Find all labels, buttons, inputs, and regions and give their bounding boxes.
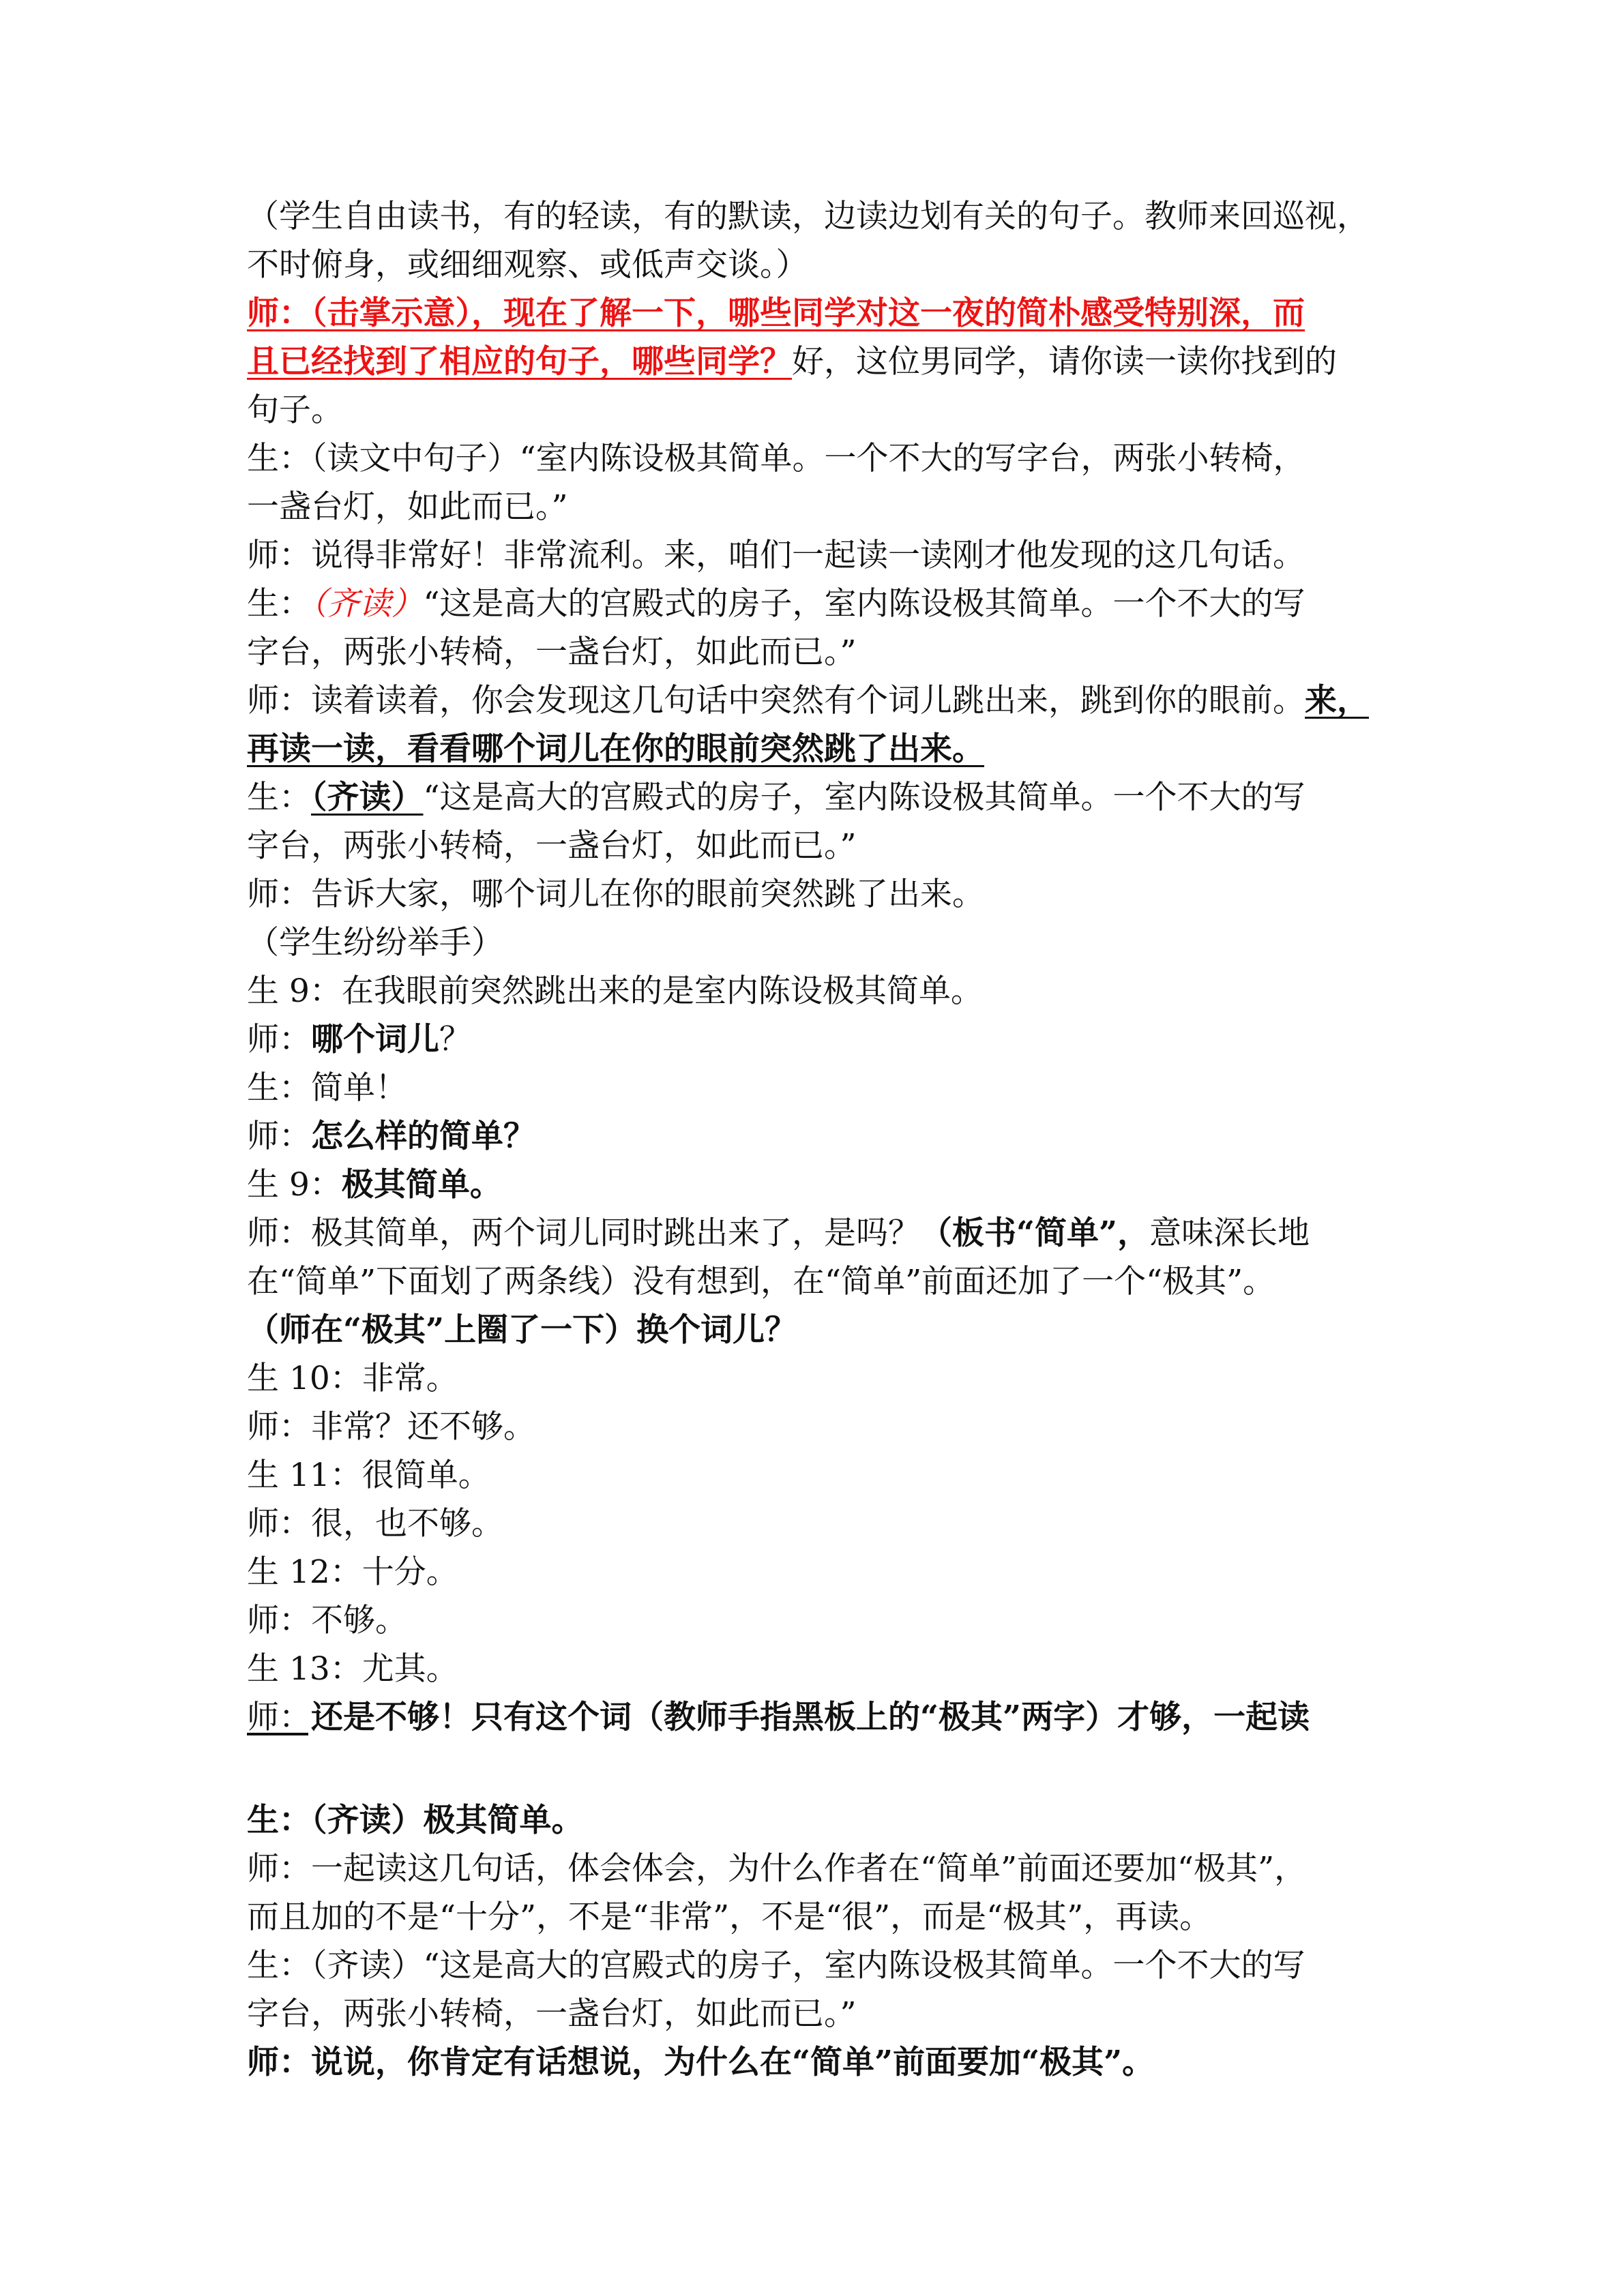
text-segment: 字台，两张小转椅，一盏台灯，如此而已。” [247, 827, 857, 865]
text-segment: 师：告诉大家，哪个词儿在你的眼前突然跳了出来。 [247, 876, 984, 913]
text-line [247, 1403, 1420, 1451]
text-line [247, 192, 1420, 241]
text-segment: （师在“极其”上圈了一下）换个词儿？ [247, 1311, 797, 1349]
text-segment: 师：极其简单，两个词儿同时跳出来了，是吗？ [247, 1214, 920, 1252]
text-line [247, 434, 1420, 483]
text-segment: 师：不够。 [247, 1602, 407, 1639]
text-segment [247, 1733, 308, 1784]
text-line [247, 483, 1420, 531]
text-segment: 句子。 [247, 391, 343, 429]
text-segment: 生 10：非常。 [247, 1360, 458, 1397]
text-line [247, 1257, 1420, 1306]
text-line [247, 1500, 1420, 1548]
text-segment: 在“简单”下面划了两条线）没有想到，在“简单”前面还加了一个“极其”。 [247, 1263, 1275, 1300]
text-segment: 生：（读文中句子）“室内陈设极其简单。一个不大的写字台，两张小转椅， [247, 440, 1305, 477]
text-segment: 师：很，也不够。 [247, 1505, 503, 1542]
text-segment: （学生自由读书，有的轻读，有的默读，边读边划有关的句子。教师来回巡视， [247, 198, 1369, 235]
text-line [247, 1306, 1420, 1354]
text-line [247, 1596, 1420, 1645]
text-segment: 再读一读，看看哪个词儿在你的眼前突然跳了出来。 [247, 730, 984, 768]
text-segment: 意味深长地 [1149, 1214, 1310, 1252]
text-line [247, 1209, 1420, 1257]
text-line [247, 1354, 1420, 1403]
text-segment: 生：简单！ [247, 1069, 407, 1107]
text-line [247, 1161, 1420, 1209]
text-segment: 师： [247, 1699, 311, 1736]
text-segment: 生 12：十分。 [247, 1553, 458, 1591]
text-line [247, 289, 1420, 338]
text-segment: 哪个词儿 [311, 1021, 439, 1058]
text-line [247, 2038, 1420, 2087]
text-segment: 而且加的不是“十分”，不是“非常”，不是“很”，而是“极其”，再读。 [247, 1898, 1212, 1936]
text-line [247, 1941, 1420, 1990]
text-segment: （板书“简单”， [920, 1214, 1150, 1252]
text-line [247, 1015, 1420, 1064]
text-line [247, 725, 1420, 773]
text-segment: ？ [439, 1021, 471, 1058]
text-line [247, 386, 1420, 434]
text-segment: 生：（齐读）极其简单。 [247, 1802, 584, 1839]
text-segment: 师： [247, 1021, 311, 1058]
text-segment: 字台，两张小转椅，一盏台灯，如此而已。” [247, 1995, 857, 2033]
text-segment: （学生纷纷举手） [247, 924, 503, 961]
text-segment: 还是不够！只有这个词（教师手指黑板上的“极其”两字）才够，一起读 [311, 1699, 1310, 1736]
text-segment: 一盏台灯，如此而已。” [247, 488, 568, 526]
text-line [247, 1693, 1420, 1742]
text-segment: （齐读） [311, 585, 424, 623]
text-segment: 生： [247, 585, 311, 623]
text-segment: 师：读着读着，你会发现这几句话中突然有个词儿跳出来，跳到你的眼前。 [247, 682, 1305, 719]
text-segment: 师：非常？还不够。 [247, 1408, 535, 1446]
text-line [247, 1548, 1420, 1596]
text-line [247, 241, 1420, 289]
text-line [247, 870, 1420, 919]
text-segment: （齐读） [311, 779, 424, 816]
text-segment: 来， [1305, 682, 1369, 719]
text-line [247, 1893, 1420, 1941]
text-line [247, 919, 1420, 967]
text-segment: “这是高大的宫殿式的房子，室内陈设极其简单。一个不大的写 [423, 779, 1305, 816]
text-segment: 师：（击掌示意），现在了解一下，哪些同学对这一夜的简朴感受特别深，而 [247, 295, 1305, 332]
text-line [247, 1645, 1420, 1693]
text-line [247, 1112, 1420, 1161]
text-segment: 师：说得非常好！非常流利。来，咱们一起读一读刚才他发现的这几句话。 [247, 537, 1305, 574]
text-line [247, 628, 1420, 676]
text-line [247, 1845, 1420, 1893]
text-line [247, 822, 1420, 870]
text-segment: 师：说说，你肯定有话想说，为什么在“简单”前面要加“极其”。 [247, 2044, 1155, 2081]
document-body [247, 192, 1420, 2087]
text-line [247, 338, 1420, 386]
text-line [247, 580, 1420, 628]
text-segment: 怎么样的简单？ [311, 1118, 535, 1155]
text-line [247, 1064, 1420, 1112]
text-segment: 生：（齐读）“这是高大的宫殿式的房子，室内陈设极其简单。一个不大的写 [247, 1947, 1305, 1984]
text-segment: 生 13：尤其。 [247, 1650, 458, 1688]
text-segment: 生 9：在我眼前突然跳出来的是室内陈设极其简单。 [247, 972, 983, 1010]
text-line [247, 1990, 1420, 2038]
text-line [247, 1451, 1420, 1500]
text-segment: 字台，两张小转椅，一盏台灯，如此而已。” [247, 633, 857, 671]
text-line [247, 676, 1420, 725]
text-segment: 师： [247, 1118, 311, 1155]
text-line [247, 531, 1420, 580]
text-line [247, 773, 1420, 822]
text-segment: 师：一起读这几句话，体会体会，为什么作者在“简单”前面还要加“极其”， [247, 1850, 1307, 1888]
text-segment: 不时俯身，或细细观察、或低声交谈。） [247, 246, 808, 284]
text-line [247, 1742, 1420, 1796]
text-line [247, 1796, 1420, 1845]
text-segment: 且已经找到了相应的句子，哪些同学？ [247, 343, 792, 381]
text-segment: 好，这位男同学，请你读一读你找到的 [792, 343, 1337, 381]
text-segment: 生： [247, 779, 311, 816]
text-segment: 生 9： [247, 1166, 342, 1204]
text-line [247, 967, 1420, 1015]
text-segment: 极其简单。 [341, 1166, 502, 1204]
text-segment: “这是高大的宫殿式的房子，室内陈设极其简单。一个不大的写 [423, 585, 1305, 623]
text-segment: 生 11：很简单。 [247, 1457, 490, 1494]
